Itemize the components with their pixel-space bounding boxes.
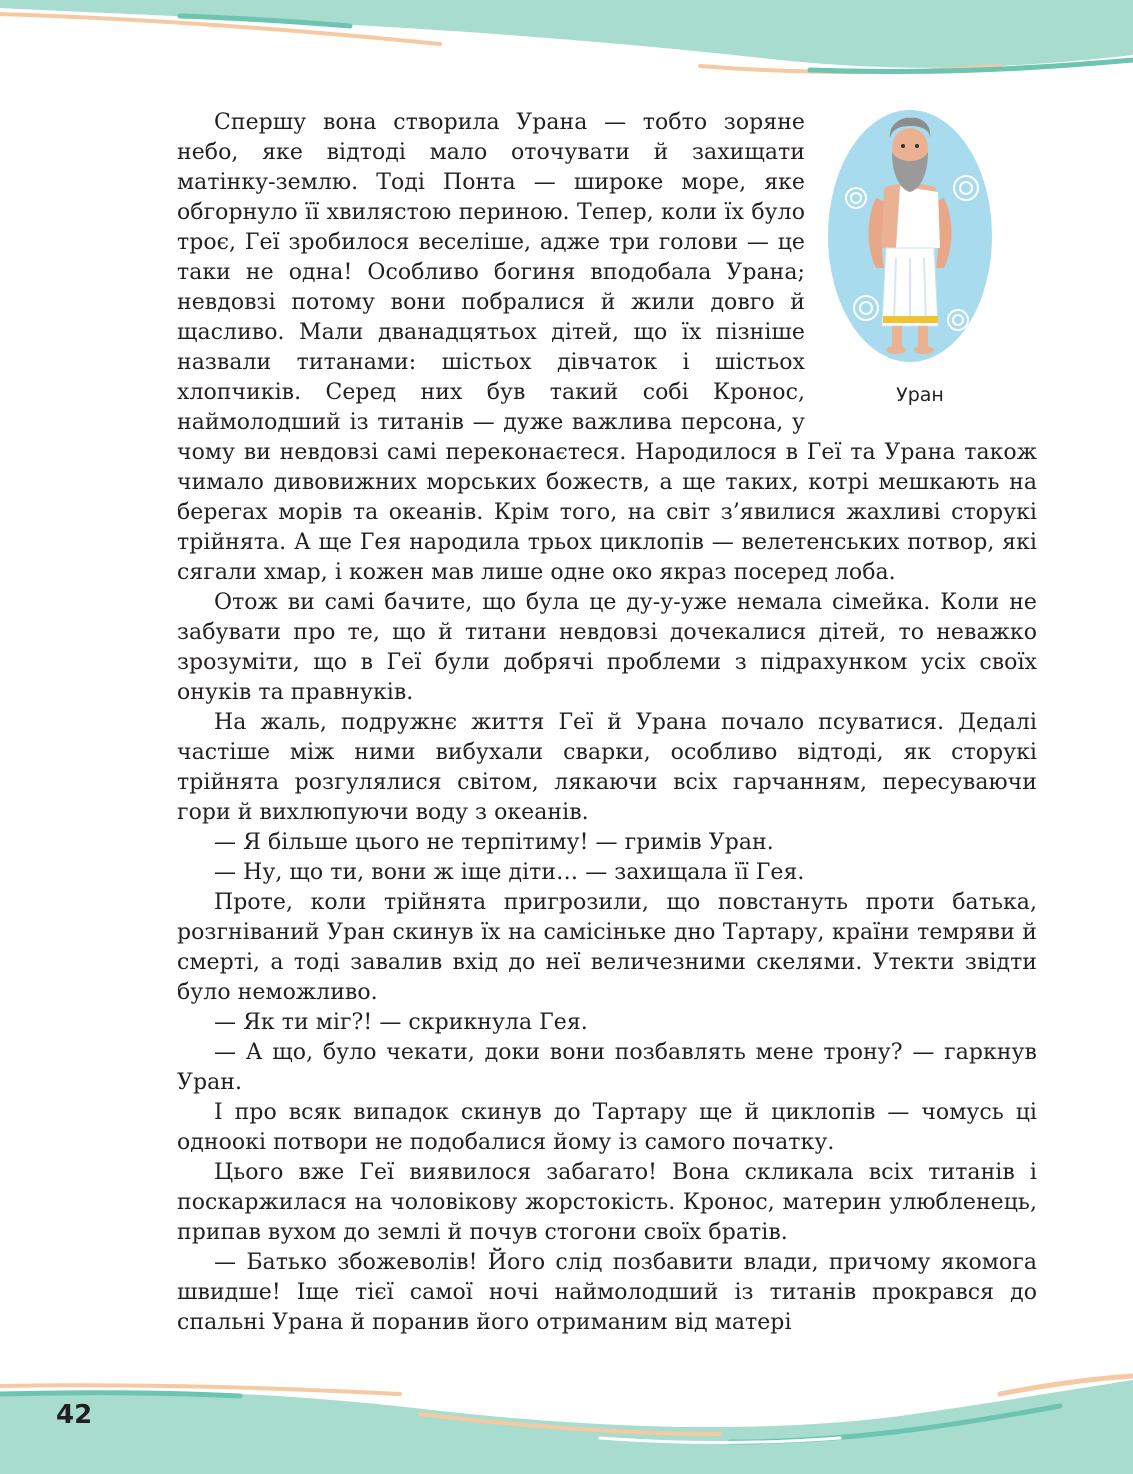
paragraph: І про всяк випадок скинув до Тартару ще й циклопів — чомусь ці одноокі потвори не подобалися йому із самого початку. (177, 1100, 1037, 1155)
dialogue-line: — Ну, що ти, вони ж іще діти… — захищала її Гея. (214, 860, 805, 885)
page-number: 42 (56, 1400, 93, 1430)
paragraph: Цього вже Геї виявилося забагато! Вона скликала всіх титанів і поскаржилася на чоловікову жорстокість. Кронос, материн улюбленець, припав вухом до землі й почув стогони своїх братів. (177, 1160, 1037, 1245)
top-wave-decoration (0, 0, 1133, 90)
dialogue-line: — Як ти міг?! — скрикнула Гея. (214, 1010, 588, 1035)
dialogue-line: — А що, було чекати, доки вони позбавлять мене трону? — гаркнув Уран. (177, 1040, 1037, 1095)
illustration-caption: Уран (896, 384, 944, 406)
illustration-float-space (805, 108, 1037, 428)
paragraph: Проте, коли трійнята пригрозили, що повстануть проти батька, розгніваний Уран скинув їх на самісіньке дно Тартару, країни темряви й смерті, а тоді завалив вхід до неї величезними скелями. Утекти звідти було неможливо. (177, 890, 1037, 1005)
paragraph: Отож ви самі бачите, що була це ду-у-уже немала сімейка. Коли не забувати про те, що й титани невдовзі дочекалися дітей, то неважко зрозуміти, що в Геї були добрячі проблеми з підрахунком усіх своїх онуків та правнуків. (177, 590, 1037, 705)
body-text (177, 108, 1037, 1338)
paragraph: На жаль, подружнє життя Геї й Урана почало псуватися. Дедалі частіше між ними вибухали сварки, особливо відтоді, як сторукі трійнята розгулялися світом, лякаючи всіх гарчанням, пересуваючи гори й вихлюпуючи воду з океанів. (177, 710, 1037, 825)
paragraph: Спершу вона створила Урана — тобто зоряне небо, яке відтоді мало оточувати й захищати матінку-землю. Тоді Понта — широке море, яке обгорнуло її хвилястою периною. Тепер, коли їх було троє, Геї зробилося веселіше, адже три голови — це таки не одна! Особливо богиня вподобала Урана; невдовзі потому вони побралися й жили довго й щасливо. Мали дванадцятьох дітей, що їх пізніше назвали титанами: шістьох дівчаток і шістьох хлопчиків. Серед них був такий собі Кронос, наймолодший із титанів — дуже важлива персона, у чому ви невдовзі самі переконаєтеся. Народилося в Геї та Урана також чимало дивовижних морських божеств, а ще таких, котрі мешкають на берегах морів та океанів. Крім того, на світ з’явилися жахливі сторукі трійнята. А ще Гея народила трьох циклопів — велетенських потвор, які сягали хмар, і кожен мав лише одне око якраз посеред лоба. (177, 110, 1037, 585)
dialogue-line: — Батько збожеволів! Його слід позбавити влади, причому якомога швидше! Іще тієї самої ночі наймолодший із титанів прокрався до спальні Урана й поранив його отриманим від матері (177, 1250, 1037, 1335)
bottom-wave-decoration (0, 1364, 1133, 1474)
dialogue-line: — Я більше цього не терпітиму! — гримів Уран. (214, 830, 774, 855)
